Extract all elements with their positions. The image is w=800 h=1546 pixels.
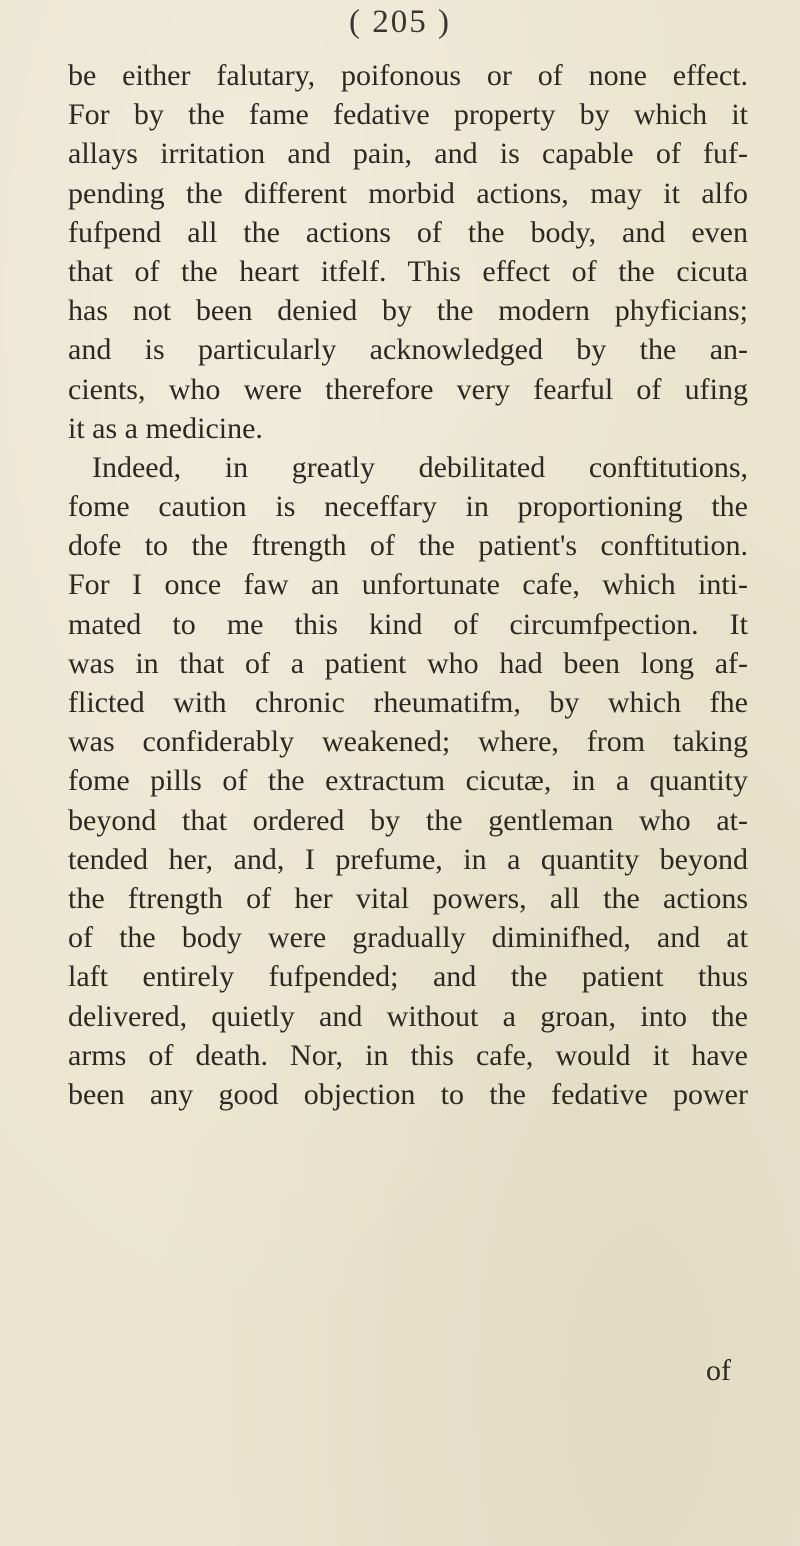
text-line: delivered, quietly and without a groan, into the <box>68 999 748 1033</box>
page-number: ( 205 ) <box>349 4 451 40</box>
text-line: mated to me this kind of circumfpection. It <box>68 607 748 641</box>
catchword: of <box>706 1354 731 1387</box>
text-line: been any good objection to the fedative power <box>68 1077 748 1111</box>
text-line: laft entirely fufpended; and the patient thus <box>68 960 748 994</box>
text-line: flicted with chronic rheumatifm, by which fhe <box>68 686 748 719</box>
text-line: has not been denied by the modern phyficians; <box>68 294 748 328</box>
body-text <box>68 56 748 1114</box>
text-line: For I once faw an unfortunate cafe, which inti- <box>68 568 748 602</box>
text-line: was in that of a patient who had been long af- <box>68 646 748 680</box>
text-line: fome caution is neceffary in proportioning the <box>68 490 748 524</box>
text-line: the ftrength of her vital powers, all the actions <box>68 881 748 915</box>
text-line: that of the heart itfelf. This effect of the cicuta <box>68 254 748 288</box>
text-line: of the body were gradually diminifhed, and at <box>68 921 748 955</box>
text-line: was confiderably weakened; where, from taking <box>68 725 748 759</box>
text-line: fome pills of the extractum cicutæ, in a quantity <box>68 764 748 798</box>
text-line: For by the fame fedative property by which it <box>68 98 748 132</box>
text-line: and is particularly acknowledged by the an- <box>68 333 748 367</box>
text-line: dofe to the ftrength of the patient's conftitution. <box>68 529 748 563</box>
text-line: tended her, and, I prefume, in a quantity beyond <box>68 842 748 876</box>
text-line: cients, who were therefore very fearful of ufing <box>68 372 748 406</box>
text-line: arms of death. Nor, in this cafe, would it have <box>68 1038 748 1072</box>
paragraph-start-line: Indeed, in greatly debilitated conftitutions, <box>92 450 748 484</box>
text-line: fufpend all the actions of the body, and even <box>68 215 748 249</box>
paragraph-end-line: it as a medicine. <box>68 411 263 445</box>
text-line: beyond that ordered by the gentleman who at- <box>68 803 748 837</box>
text-line: be either falutary, poifonous or of none effect. <box>68 59 748 92</box>
text-line: allays irritation and pain, and is capable of fuf- <box>68 137 748 171</box>
text-line: pending the different morbid actions, may it alfo <box>68 176 748 210</box>
